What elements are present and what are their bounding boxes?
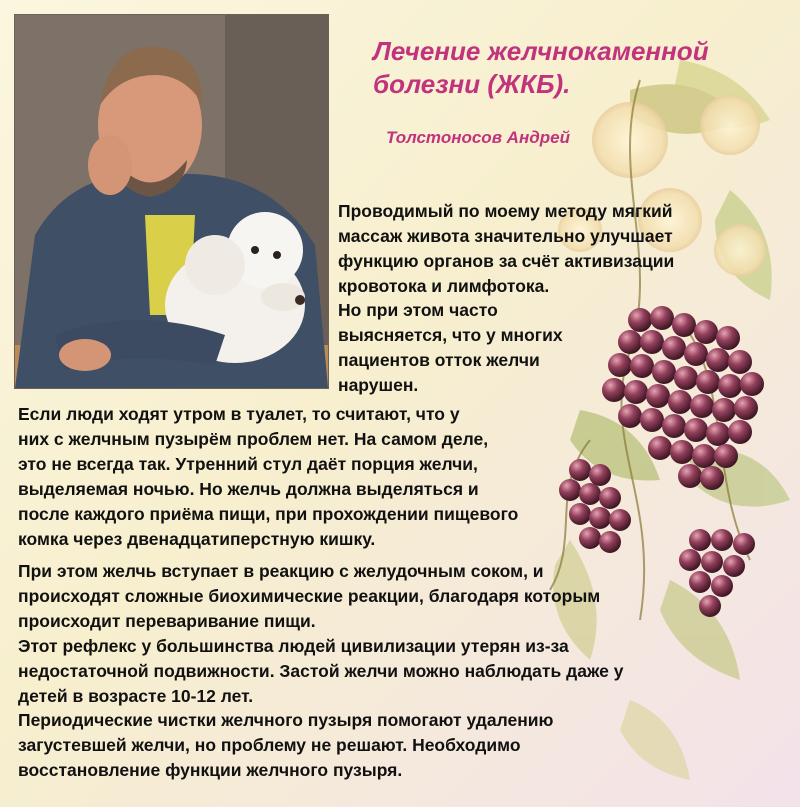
- paragraph-3: Если люди ходят утром в туалет, то считают, что у них с желчным пузырём проблем нет. На самом деле, это не всегда так. Утренний стул даёт порция желчи, выделяемая ночью. Но желчь должна выделяться и после каждого приёма пищи, при прохождении пищевого комка через двенадцатиперстную кишку.: [18, 404, 519, 549]
- paragraph-4: При этом желчь вступает в реакцию с желудочным соком, и происходят сложные биохимические реакции, благодаря которым происходит переваривание пищи.: [18, 561, 601, 631]
- article-title: Лечение желчнокаменной болезни (ЖКБ).: [373, 36, 709, 99]
- author-name: Толстоносов Андрей: [386, 128, 570, 147]
- paragraph-1: Проводимый по моему методу мягкий массаж живота значительно улучшает функцию органов за счёт активизации кровотока и лимфотока.: [338, 201, 675, 296]
- paragraph-6: Периодические чистки желчного пузыря помогают удалению загустевшей желчи, но проблему не решают. Необходимо восстановление функции желчного пузыря.: [18, 710, 554, 780]
- paragraph-2: Но при этом часто выясняется, что у многих пациентов отток желчи нарушен.: [338, 300, 563, 395]
- paragraph-5: Этот рефлекс у большинства людей цивилизации утерян из-за недостаточной подвижности. Застой желчи можно наблюдать даже у детей в возрасте 10-12 лет.: [18, 636, 624, 706]
- portrait-with-poodle-image: [15, 15, 328, 388]
- author-photo: [14, 14, 329, 389]
